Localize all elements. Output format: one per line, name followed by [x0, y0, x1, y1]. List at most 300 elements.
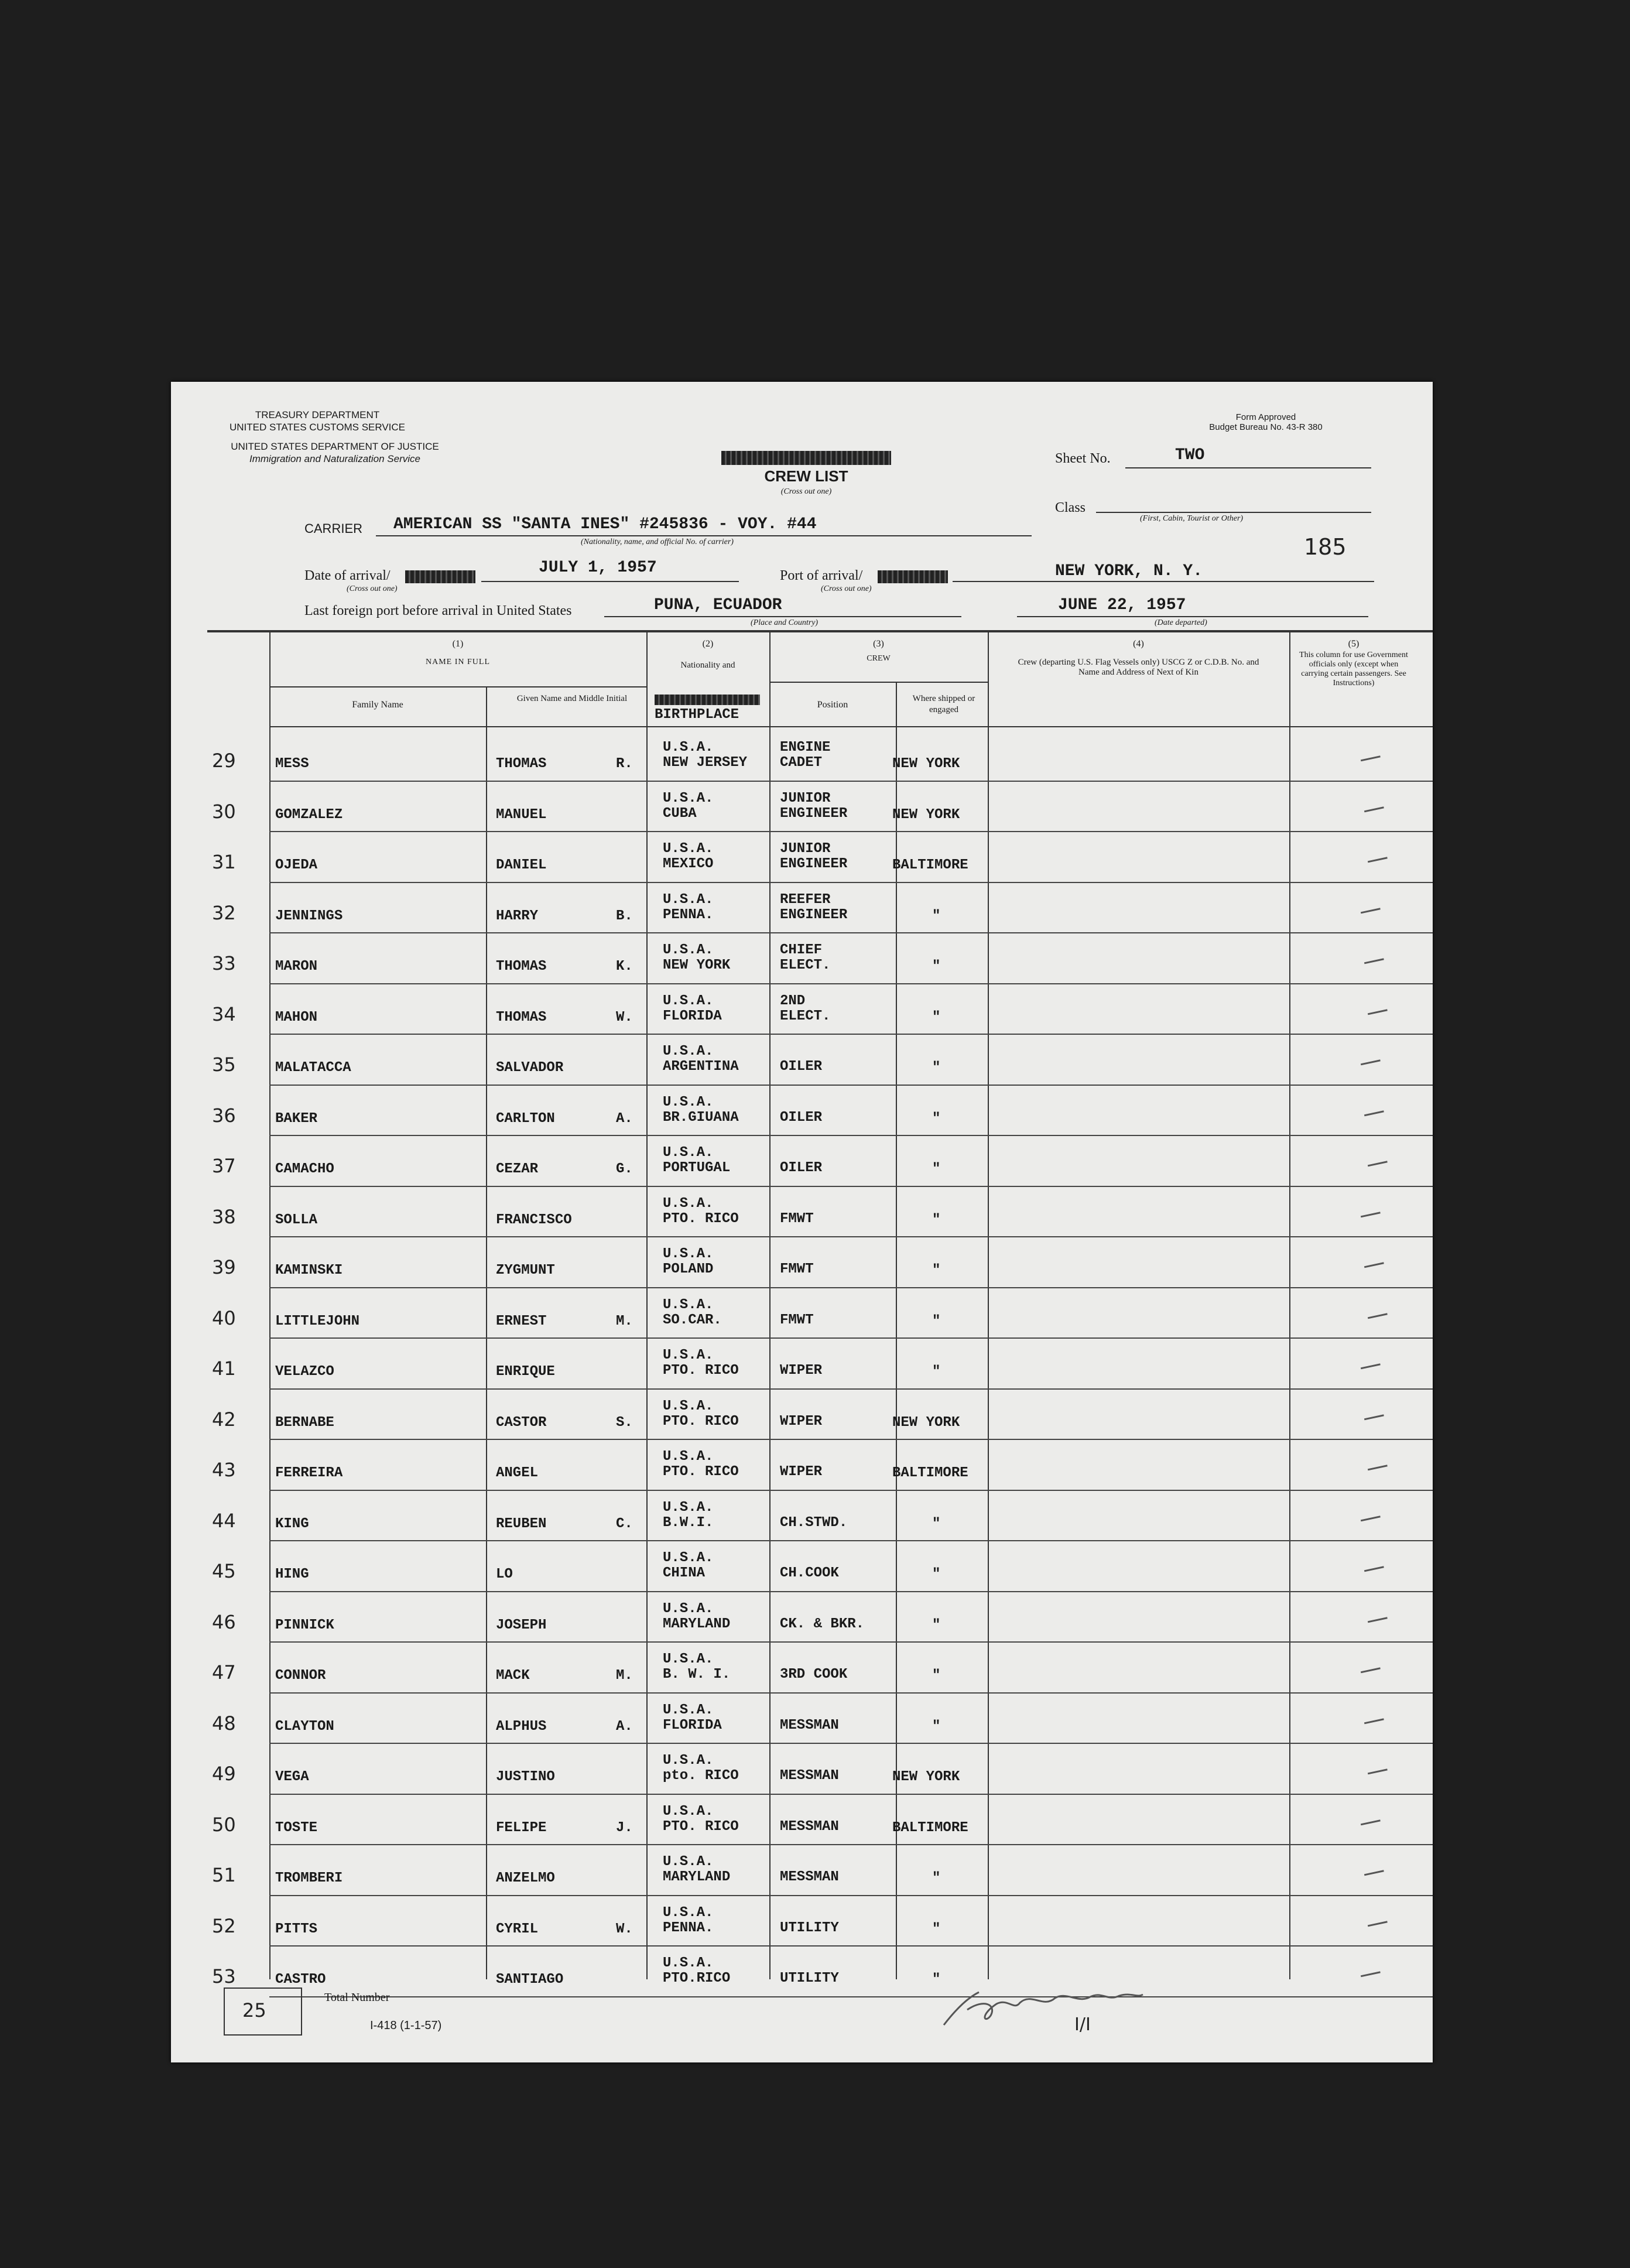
position-line2: ELECT. [780, 957, 831, 973]
shipped-at: NEW YORK [892, 806, 960, 823]
position-line2: ELECT. [780, 1008, 831, 1024]
birthplace: PENNA. [663, 1920, 714, 1936]
family-name: BAKER [275, 1110, 318, 1127]
shipped-at: " [932, 1516, 941, 1532]
shipped-at: " [932, 1972, 941, 1988]
nationality: U.S.A. [663, 1550, 714, 1566]
birthplace-header: BIRTHPLACE [655, 707, 739, 723]
nationality: U.S.A. [663, 891, 714, 908]
middle-initial: R. [616, 756, 633, 772]
birthplace: PTO. RICO [663, 1413, 739, 1429]
nationality: U.S.A. [663, 1449, 714, 1465]
row-number: 49 [212, 1763, 236, 1785]
middle-initial: J. [616, 1819, 633, 1836]
page-title: CREW LIST [764, 467, 848, 485]
given-name: SALVADOR [496, 1060, 564, 1076]
row-number: 35 [212, 1053, 236, 1076]
family-name: LITTLEJOHN [275, 1313, 360, 1329]
carrier-label: CARRIER [304, 521, 363, 536]
given-name: CASTOR [496, 1414, 547, 1431]
official-check-mark [1358, 745, 1381, 762]
given-name: HARRY [496, 908, 539, 924]
official-check-mark [1358, 1201, 1381, 1217]
port-value: NEW YORK, N. Y. [1055, 562, 1203, 580]
position-line1: JUNIOR [780, 790, 831, 806]
shipped-header: Where shipped or engaged [912, 694, 975, 714]
row-number: 44 [212, 1509, 236, 1532]
position-line2: WIPER [780, 1363, 823, 1378]
official-check-mark [1358, 1353, 1381, 1370]
crew-list-document [171, 382, 1433, 2062]
last-port-label: Last foreign port before arrival in United States [304, 603, 572, 618]
row-rule [269, 1034, 1433, 1035]
family-name: CASTRO [275, 1972, 326, 1988]
birthplace: MEXICO [663, 856, 714, 872]
row-number: 45 [212, 1560, 236, 1582]
family-name: VELAZCO [275, 1364, 334, 1380]
nationality: U.S.A. [663, 1651, 714, 1667]
birthplace: B.W.I. [663, 1514, 714, 1531]
row-number: 32 [212, 901, 236, 924]
nationality: U.S.A. [663, 1600, 714, 1617]
official-check-mark [1362, 1708, 1384, 1724]
given-name: LO [496, 1566, 513, 1582]
row-rule [269, 932, 1433, 933]
row-rule [269, 1287, 1433, 1288]
birthplace: POLAND [663, 1261, 714, 1277]
official-check-mark [1365, 1759, 1388, 1775]
position-line2: CH.COOK [780, 1565, 839, 1581]
birthplace: MARYLAND [663, 1616, 731, 1632]
given-name: JOSEPH [496, 1617, 547, 1633]
port-label: Port of arrival/ [780, 568, 863, 583]
official-signature [932, 1975, 1155, 2033]
last-port-value: PUNA, ECUADOR [654, 596, 782, 614]
shipped-at: " [932, 1161, 941, 1177]
nationality: U.S.A. [663, 1499, 714, 1516]
family-name: HING [275, 1566, 309, 1582]
position-line1: CHIEF [780, 942, 823, 958]
row-rule [269, 1743, 1433, 1744]
row-rule [269, 831, 1433, 832]
birthplace: PTO. RICO [663, 1363, 739, 1378]
date-value: JULY 1, 1957 [539, 559, 657, 577]
middle-initial: M. [616, 1313, 633, 1329]
row-number: 51 [212, 1864, 236, 1886]
row-number: 38 [212, 1205, 236, 1228]
family-name: MESS [275, 756, 309, 772]
row-rule [269, 1895, 1433, 1896]
middle-initial: W. [616, 1921, 633, 1937]
shipped-at: BALTIMORE [892, 1819, 968, 1836]
family-name: CONNOR [275, 1668, 326, 1684]
position-line2: ENGINEER [780, 856, 848, 872]
row-number: 37 [212, 1155, 236, 1177]
row-rule [269, 1490, 1433, 1491]
row-rule [269, 1692, 1433, 1694]
row-number: 50 [212, 1813, 236, 1836]
row-rule [269, 1085, 1433, 1086]
shipped-at: BALTIMORE [892, 1465, 968, 1481]
given-name: ERNEST [496, 1313, 547, 1329]
date-departed-note: (Date departed) [1155, 618, 1207, 627]
carrier-value: AMERICAN SS "SANTA INES" #245836 - VOY. #44 [393, 515, 817, 533]
official-check-mark [1362, 1100, 1384, 1116]
row-number: 39 [212, 1256, 236, 1278]
birthplace: PTO. RICO [663, 1210, 739, 1227]
position-line2: OILER [780, 1109, 823, 1126]
position-line2: FMWT [780, 1261, 814, 1277]
shipped-at: " [932, 1212, 941, 1228]
position-line2: CH.STWD. [780, 1514, 848, 1531]
nationality: U.S.A. [663, 1702, 714, 1718]
birthplace: pto. RICO [663, 1768, 739, 1784]
birthplace: PORTUGAL [663, 1160, 731, 1176]
sheet-value: TWO [1175, 446, 1205, 464]
shipped-at: " [932, 1921, 941, 1937]
position-line2: FMWT [780, 1210, 814, 1227]
nationality: U.S.A. [663, 1297, 714, 1313]
family-name: JENNINGS [275, 908, 343, 924]
birthplace: PTO. RICO [663, 1818, 739, 1835]
row-rule [269, 1236, 1433, 1237]
family-name: KAMINSKI [275, 1263, 343, 1278]
col5-header [1289, 638, 1418, 688]
official-check-mark [1365, 1910, 1388, 1927]
official-check-mark [1362, 1252, 1384, 1268]
nationality: U.S.A. [663, 942, 714, 958]
family-name: TOSTE [275, 1819, 318, 1836]
middle-initial: M. [616, 1668, 633, 1684]
crossed-out-word [721, 451, 891, 465]
shipped-at: NEW YORK [892, 1769, 960, 1785]
official-check-mark [1362, 948, 1384, 964]
position-line1: REEFER [780, 891, 831, 908]
shipped-at: " [932, 1263, 941, 1278]
given-name: CYRIL [496, 1921, 539, 1937]
shipped-at: NEW YORK [892, 1414, 960, 1431]
row-rule [269, 983, 1433, 984]
family-name: MALATACCA [275, 1060, 351, 1076]
given-name: REUBEN [496, 1516, 547, 1532]
position-line2: MESSMAN [780, 1869, 839, 1885]
nationality: U.S.A. [663, 1955, 714, 1971]
birthplace: BR.GIUANA [663, 1109, 739, 1126]
family-name: TROMBERI [275, 1870, 343, 1886]
col3-header [769, 638, 988, 664]
position-line2: CK. & BKR. [780, 1616, 865, 1632]
birthplace: PTO. RICO [663, 1464, 739, 1480]
row-number: 33 [212, 952, 236, 974]
official-check-mark [1358, 1049, 1381, 1066]
birthplace: MARYLAND [663, 1869, 731, 1885]
nationality: U.S.A. [663, 993, 714, 1009]
form-approved [1178, 412, 1354, 432]
row-number: 47 [212, 1661, 236, 1684]
position-line2: UTILITY [780, 1971, 839, 1986]
row-number: 36 [212, 1104, 236, 1127]
agency-line: TREASURY DEPARTMENT [255, 409, 380, 420]
family-name: CLAYTON [275, 1718, 334, 1735]
position-line1: ENGINE [780, 740, 831, 755]
middle-initial: S. [616, 1414, 633, 1431]
nationality: U.S.A. [663, 1094, 714, 1110]
row-rule [269, 1135, 1433, 1136]
shipped-at: " [932, 1617, 941, 1633]
col4-header [988, 638, 1289, 678]
row-rule [269, 1439, 1433, 1440]
official-check-mark [1362, 1860, 1384, 1876]
nationality: U.S.A. [663, 1904, 714, 1921]
row-rule [269, 1945, 1433, 1947]
row-number: 42 [212, 1408, 236, 1431]
given-name: DANIEL [496, 857, 547, 873]
given-name: THOMAS [496, 756, 547, 772]
row-number: 34 [212, 1003, 236, 1025]
position-line2: FMWT [780, 1312, 814, 1328]
birthplace: NEW JERSEY [663, 755, 748, 771]
birthplace: PTO.RICO [663, 1971, 731, 1986]
sheet-label: Sheet No. [1055, 451, 1111, 466]
shipped-at: " [932, 1364, 941, 1380]
position-line2: ENGINEER [780, 805, 848, 822]
official-check-mark [1358, 1961, 1381, 1978]
shipped-at: " [932, 908, 941, 924]
given-name: MANUEL [496, 806, 547, 823]
shipped-at: " [932, 1110, 941, 1127]
row-rule [269, 1641, 1433, 1643]
middle-initial: W. [616, 1009, 633, 1025]
class-label: Class [1055, 500, 1086, 515]
family-name: CAMACHO [275, 1161, 334, 1177]
family-name-header: Family Name [352, 700, 403, 710]
family-name: KING [275, 1516, 309, 1532]
row-number: 43 [212, 1459, 236, 1481]
row-rule [269, 882, 1433, 883]
shipped-at: " [932, 1668, 941, 1684]
shipped-at: " [932, 1313, 941, 1329]
shipped-at: " [932, 1060, 941, 1076]
position-line1: JUNIOR [780, 841, 831, 857]
title-note: (Cross out one) [780, 487, 832, 496]
official-check-mark [1362, 1404, 1384, 1420]
position-line2: ENGINEER [780, 906, 848, 923]
row-number: 41 [212, 1357, 236, 1380]
col2-header [646, 638, 769, 671]
date-departed-value: JUNE 22, 1957 [1058, 596, 1186, 614]
family-name: SOLLA [275, 1212, 318, 1228]
position-line1: 2ND [780, 993, 806, 1009]
crossed-out-word [655, 695, 760, 705]
row-number: 31 [212, 851, 236, 873]
form-number: I-418 (1-1-57) [370, 2019, 442, 2032]
middle-initial: C. [616, 1516, 633, 1532]
birthplace: ARGENTINA [663, 1059, 739, 1075]
nationality: U.S.A. [663, 1145, 714, 1161]
col3-number: (3) [873, 639, 884, 649]
official-check-mark [1365, 1606, 1388, 1623]
col1-header [269, 638, 646, 668]
row-number: 52 [212, 1914, 236, 1937]
total-value: 25 [242, 1999, 266, 2021]
row-rule [269, 1540, 1433, 1541]
agency-block-justice [189, 440, 481, 465]
given-name: THOMAS [496, 959, 547, 974]
official-check-mark [1358, 1657, 1381, 1674]
shipped-at: " [932, 1566, 941, 1582]
given-name: ALPHUS [496, 1718, 547, 1735]
nationality: U.S.A. [663, 1195, 714, 1212]
official-check-mark [1362, 1556, 1384, 1572]
given-name: MACK [496, 1668, 530, 1684]
middle-initial: A. [616, 1110, 633, 1127]
official-check-mark [1358, 897, 1381, 914]
official-check-mark [1362, 796, 1384, 812]
nationality: U.S.A. [663, 1854, 714, 1870]
position-line2: MESSMAN [780, 1717, 839, 1733]
official-check-mark [1365, 1151, 1388, 1167]
row-rule [269, 1591, 1433, 1592]
nationality: U.S.A. [663, 740, 714, 755]
crossed-out-word [405, 570, 475, 583]
family-name: MAHON [275, 1009, 318, 1025]
nationality: U.S.A. [663, 1753, 714, 1768]
given-name: THOMAS [496, 1009, 547, 1025]
agency-block [189, 409, 446, 433]
official-check-mark [1358, 1505, 1381, 1521]
shipped-at: NEW YORK [892, 756, 960, 772]
nationality: U.S.A. [663, 1246, 714, 1262]
position-header: Position [817, 700, 848, 710]
family-name: BERNABE [275, 1414, 334, 1431]
total-label: Total Number [324, 1991, 390, 2004]
col2-number: (2) [702, 639, 714, 649]
family-name: FERREIRA [275, 1465, 343, 1481]
given-name: ZYGMUNT [496, 1263, 555, 1278]
given-name: JUSTINO [496, 1769, 555, 1785]
col5-title: This column for use Government officials only (except when carrying certain passengers. See Instructions) [1299, 651, 1408, 687]
row-rule [269, 1996, 1433, 1997]
agency-line: Immigration and Naturalization Service [249, 453, 420, 464]
col4-number: (4) [1133, 639, 1144, 649]
middle-initial: A. [616, 1718, 633, 1735]
middle-initial: G. [616, 1161, 633, 1177]
nationality: U.S.A. [663, 1398, 714, 1414]
birthplace: FLORIDA [663, 1008, 722, 1024]
last-port-note: (Place and Country) [751, 618, 819, 627]
date-label: Date of arrival/ [304, 568, 391, 583]
family-name: OJEDA [275, 857, 318, 873]
official-check-mark [1365, 847, 1388, 863]
agency-line: UNITED STATES CUSTOMS SERVICE [229, 422, 406, 433]
position-line2: MESSMAN [780, 1818, 839, 1835]
given-name: CEZAR [496, 1161, 539, 1177]
row-number: 30 [212, 800, 236, 823]
row-rule [269, 1186, 1433, 1187]
birthplace: FLORIDA [663, 1717, 722, 1733]
given-name: ENRIQUE [496, 1364, 555, 1380]
nationality: U.S.A. [663, 841, 714, 857]
shipped-at: BALTIMORE [892, 857, 968, 873]
family-name: MARON [275, 959, 318, 974]
birthplace: B. W. I. [663, 1667, 731, 1682]
position-line2: OILER [780, 1059, 823, 1075]
row-number: 40 [212, 1306, 236, 1329]
row-rule [269, 781, 1433, 782]
row-number: 46 [212, 1610, 236, 1633]
signature-initials: I/I [1074, 2014, 1091, 2035]
row-number: 53 [212, 1965, 236, 1988]
row-number: 48 [212, 1712, 236, 1735]
official-check-mark [1358, 1809, 1381, 1825]
position-line2: MESSMAN [780, 1768, 839, 1784]
position-line2: CADET [780, 755, 823, 771]
given-name: ANZELMO [496, 1870, 555, 1886]
family-name: PINNICK [275, 1617, 334, 1633]
birthplace: NEW YORK [663, 957, 731, 973]
col3-title: CREW [867, 654, 891, 663]
family-name: VEGA [275, 1769, 309, 1785]
family-name: PITTS [275, 1921, 318, 1937]
birthplace: CUBA [663, 805, 697, 822]
given-name-header: Given Name and Middle Initial [516, 694, 628, 703]
page-number: 185 [1304, 534, 1347, 560]
birthplace: PENNA. [663, 906, 714, 923]
crossed-out-word [878, 570, 948, 583]
col1-title: NAME IN FULL [426, 658, 490, 666]
total-box [224, 1988, 302, 2036]
date-note: (Cross out one) [347, 584, 398, 593]
official-check-mark [1365, 1455, 1388, 1471]
family-name: GOMZALEZ [275, 806, 343, 823]
col1-number: (1) [452, 639, 464, 649]
form-approved-line: Budget Bureau No. 43-R 380 [1209, 422, 1323, 432]
shipped-at: " [932, 1718, 941, 1735]
birthplace: CHINA [663, 1565, 706, 1581]
class-note: (First, Cabin, Tourist or Other) [1140, 514, 1244, 523]
official-check-mark [1365, 998, 1388, 1015]
nationality: U.S.A. [663, 1347, 714, 1363]
col4-title: Crew (departing U.S. Flag Vessels only) USCG Z or C.D.B. No. and Name and Address of Next of Kin [1018, 658, 1259, 677]
given-name: FRANCISCO [496, 1212, 572, 1228]
carrier-note: (Nationality, name, and official No. of carrier) [581, 538, 734, 546]
row-rule [269, 1388, 1433, 1390]
nationality: U.S.A. [663, 1803, 714, 1819]
table-top-rule [207, 630, 1433, 632]
position-line2: WIPER [780, 1413, 823, 1429]
position-line2: WIPER [780, 1464, 823, 1480]
agency-line: UNITED STATES DEPARTMENT OF JUSTICE [231, 441, 439, 452]
row-number: 29 [212, 750, 236, 772]
official-check-mark [1365, 1302, 1388, 1319]
nationality: U.S.A. [663, 1044, 714, 1059]
given-name: ANGEL [496, 1465, 539, 1481]
port-note: (Cross out one) [821, 584, 872, 593]
shipped-at: " [932, 1870, 941, 1886]
form-approved-line: Form Approved [1235, 412, 1296, 422]
given-name: SANTIAGO [496, 1972, 564, 1988]
position-line2: OILER [780, 1160, 823, 1176]
col5-number: (5) [1348, 639, 1360, 649]
given-name: CARLTON [496, 1110, 555, 1127]
row-rule [269, 1337, 1433, 1339]
position-line2: 3RD COOK [780, 1667, 848, 1682]
shipped-at: " [932, 959, 941, 974]
position-line2: UTILITY [780, 1920, 839, 1936]
row-rule [269, 1794, 1433, 1795]
shipped-at: " [932, 1009, 941, 1025]
nationality: U.S.A. [663, 790, 714, 806]
